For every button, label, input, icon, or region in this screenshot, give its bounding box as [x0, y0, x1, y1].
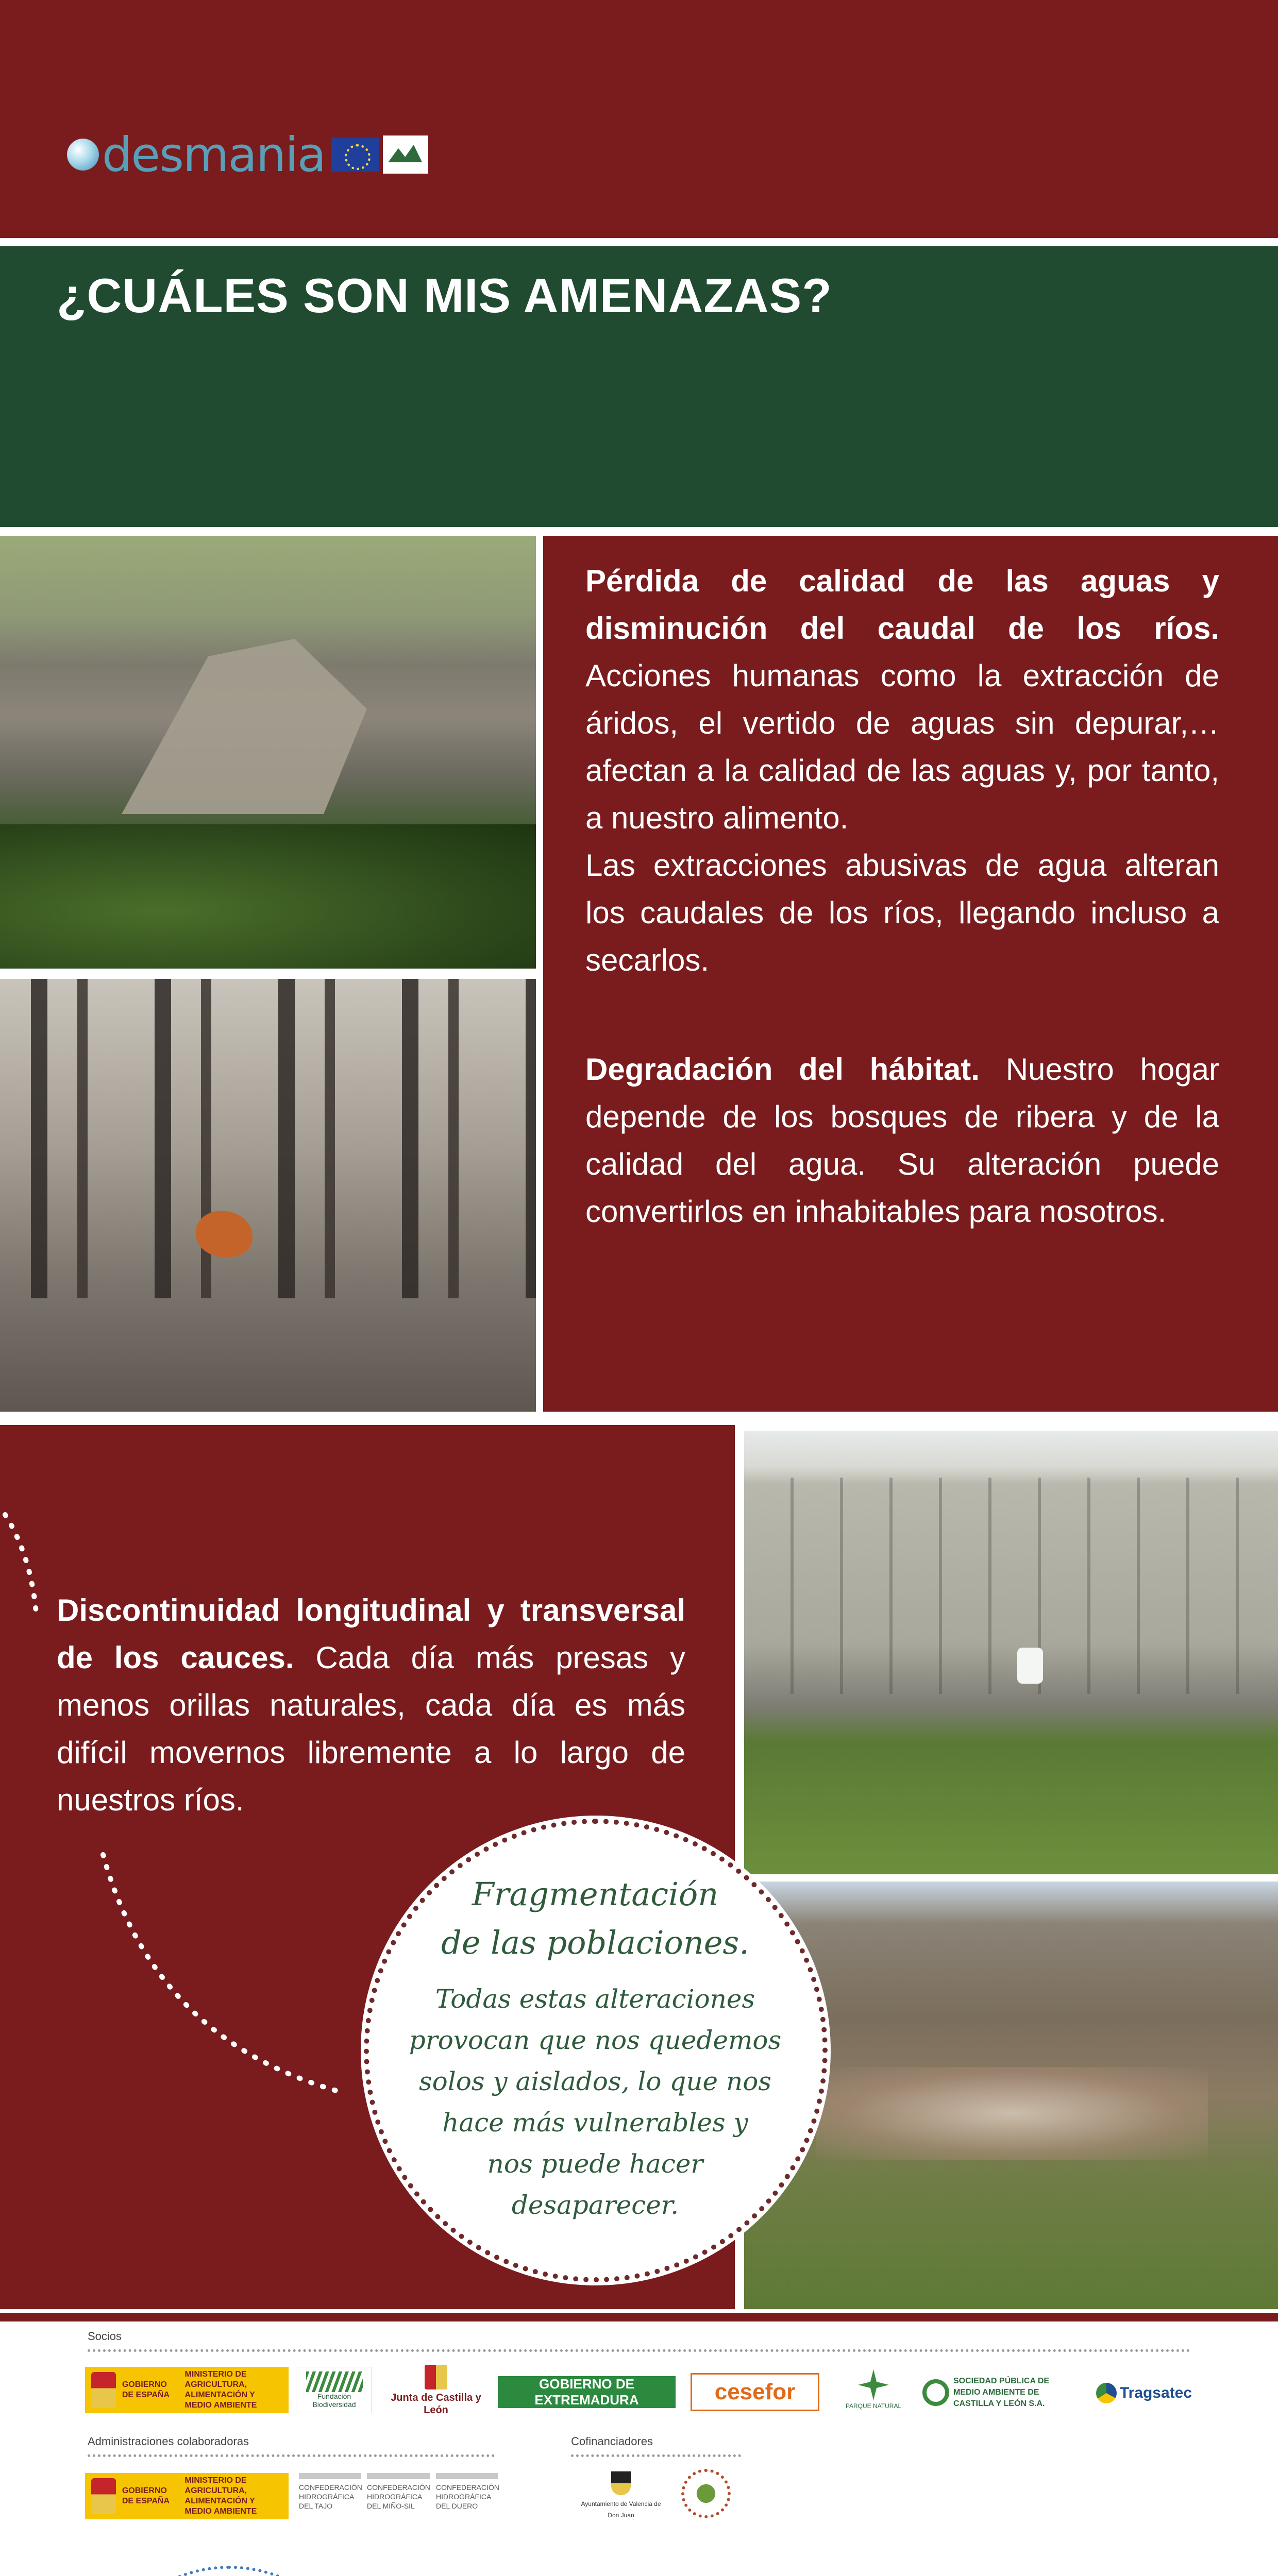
tragsatec-logo [1092, 2375, 1196, 2411]
socios-rule [88, 2349, 1190, 2352]
cofinancier-seal-logo [675, 2468, 737, 2519]
page-title: ¿CUÁLES SON MIS AMENAZAS? [57, 268, 832, 323]
logo-text: desmania [102, 127, 326, 182]
dotted-arc-decoration [0, 1494, 361, 2112]
admin-label: Administraciones colaboradoras [88, 2435, 249, 2448]
globe-icon [67, 139, 99, 171]
junta-crest-icon [425, 2365, 447, 2389]
habitat-body: Nuestro hogar depende de los bosques de ribera y de la calidad del agua. Su alteración puede convertirlos en inhabitables para nosotros. [585, 1052, 1219, 1229]
gobierno-espana-label: GOBIERNO DE ESPAÑA [122, 2380, 170, 2399]
gobierno-espana-label: GOBIERNO DE ESPAÑA [122, 2486, 170, 2505]
parque-natural-logo [835, 2365, 912, 2416]
grass-icon [306, 2371, 363, 2392]
discontinuity-heading: Discontinuidad longitudinal y transversal de los cauces. [57, 1593, 685, 1675]
fragmentation-body-line: solos y aislados, lo que nos [418, 2066, 771, 2096]
spain-crest-icon [91, 2372, 116, 2408]
river-valley-photo [744, 1882, 1278, 2309]
quarry-photo [0, 536, 536, 969]
gobierno-extremadura-logo: GOBIERNO DE EXTREMADURA [498, 2376, 676, 2408]
natura-2000-icon [383, 135, 428, 174]
valencia-label: Ayuntamiento de Valencia de Don Juan [581, 2500, 661, 2519]
cofinanciadores-label: Cofinanciadores [571, 2435, 653, 2448]
somacyl-icon [922, 2379, 949, 2406]
cofinanciadores-rule [571, 2454, 741, 2457]
somacyl-logo [922, 2372, 1077, 2413]
conf-tajo-logo: CONFEDERACIÓN HIDROGRÁFICA DEL TAJO [299, 2473, 361, 2514]
fragmentation-title-line-1: Fragmentación [472, 1875, 719, 1913]
water-quality-body-2: Las extracciones abusivas de agua alteran los caudales de los ríos, llegando incluso a secarlos. [585, 848, 1219, 977]
seal-icon [681, 2469, 731, 2518]
water-quality-section [585, 557, 1219, 984]
admin-rule [88, 2454, 495, 2457]
parque-natural-icon [858, 2369, 889, 2400]
gobierno-espana-logo-2 [85, 2473, 289, 2519]
desmania-logo [67, 124, 428, 185]
biodiversidad-label: Fundación Biodiversidad [312, 2392, 356, 2409]
footer-divider [0, 2313, 1278, 2321]
burned-forest-photo [0, 979, 536, 1412]
conf-duero-logo: CONFEDERACIÓN HIDROGRÁFICA DEL DUERO [436, 2473, 498, 2514]
fragmentation-body-line: hace más vulnerables y [442, 2108, 748, 2138]
fragmentation-body-line: desaparecer. [511, 2190, 679, 2220]
valencia-crest-icon [611, 2471, 631, 2495]
ministerio-label: MINISTERIO DE AGRICULTURA, ALIMENTACIÓN Y MEDIO AMBIENTE [184, 2476, 257, 2516]
somacyl-label: SOCIEDAD PÚBLICA DE MEDIO AMBIENTE DE CASTILLA Y LEÓN S.A. [953, 2377, 1050, 2408]
habitat-section [585, 1046, 1219, 1235]
fragmentation-body [395, 1978, 796, 2226]
fragmentation-body-line: Todas estas alteraciones [435, 1984, 755, 2014]
notebook-badge [90, 2566, 368, 2576]
conf-mino-sil-logo: CONFEDERACIÓN HIDROGRÁFICA DEL MIÑO-SIL [367, 2473, 430, 2514]
ayto-valencia-logo [577, 2468, 665, 2524]
fragmentation-title-line-2: de las poblaciones. [441, 1924, 749, 1961]
water-quality-body-1: Acciones humanas como la extracción de áridos, el vertido de aguas sin depurar,… afectan a la calidad de las aguas y, por tanto, a nuestro alimento. [585, 658, 1219, 835]
cesefor-logo: cesefor [691, 2373, 819, 2411]
junta-castilla-leon-logo [390, 2365, 482, 2416]
discontinuity-body: Cada día más presas y menos orillas naturales, cada día es más difícil movernos libremente a lo largo de nuestros ríos. [57, 1640, 685, 1817]
junta-label: Junta de Castilla y León [391, 2392, 481, 2416]
habitat-heading: Degradación del hábitat. [585, 1052, 1006, 1087]
fragmentation-body-line: nos puede hacer [487, 2149, 703, 2179]
fragmentation-title [392, 1870, 799, 1967]
fundacion-biodiversidad-logo [297, 2367, 372, 2413]
top-banner [0, 0, 1278, 238]
parque-natural-label: PARQUE NATURAL [845, 2402, 902, 2410]
dam-photo [744, 1431, 1278, 1874]
ministerio-label: MINISTERIO DE AGRICULTURA, ALIMENTACIÓN Y MEDIO AMBIENTE [184, 2370, 257, 2410]
eu-flag-icon [331, 138, 379, 172]
water-quality-heading: Pérdida de calidad de las aguas y disminución del caudal de los ríos. [585, 564, 1219, 646]
gobierno-espana-logo [85, 2367, 289, 2413]
socios-label: Socios [88, 2330, 122, 2343]
tragsatec-label: Tragsatec [1119, 2384, 1192, 2401]
fragmentation-body-line: provocan que nos quedemos [409, 2025, 782, 2055]
spain-crest-icon [91, 2478, 116, 2514]
tragsatec-icon [1096, 2383, 1117, 2403]
